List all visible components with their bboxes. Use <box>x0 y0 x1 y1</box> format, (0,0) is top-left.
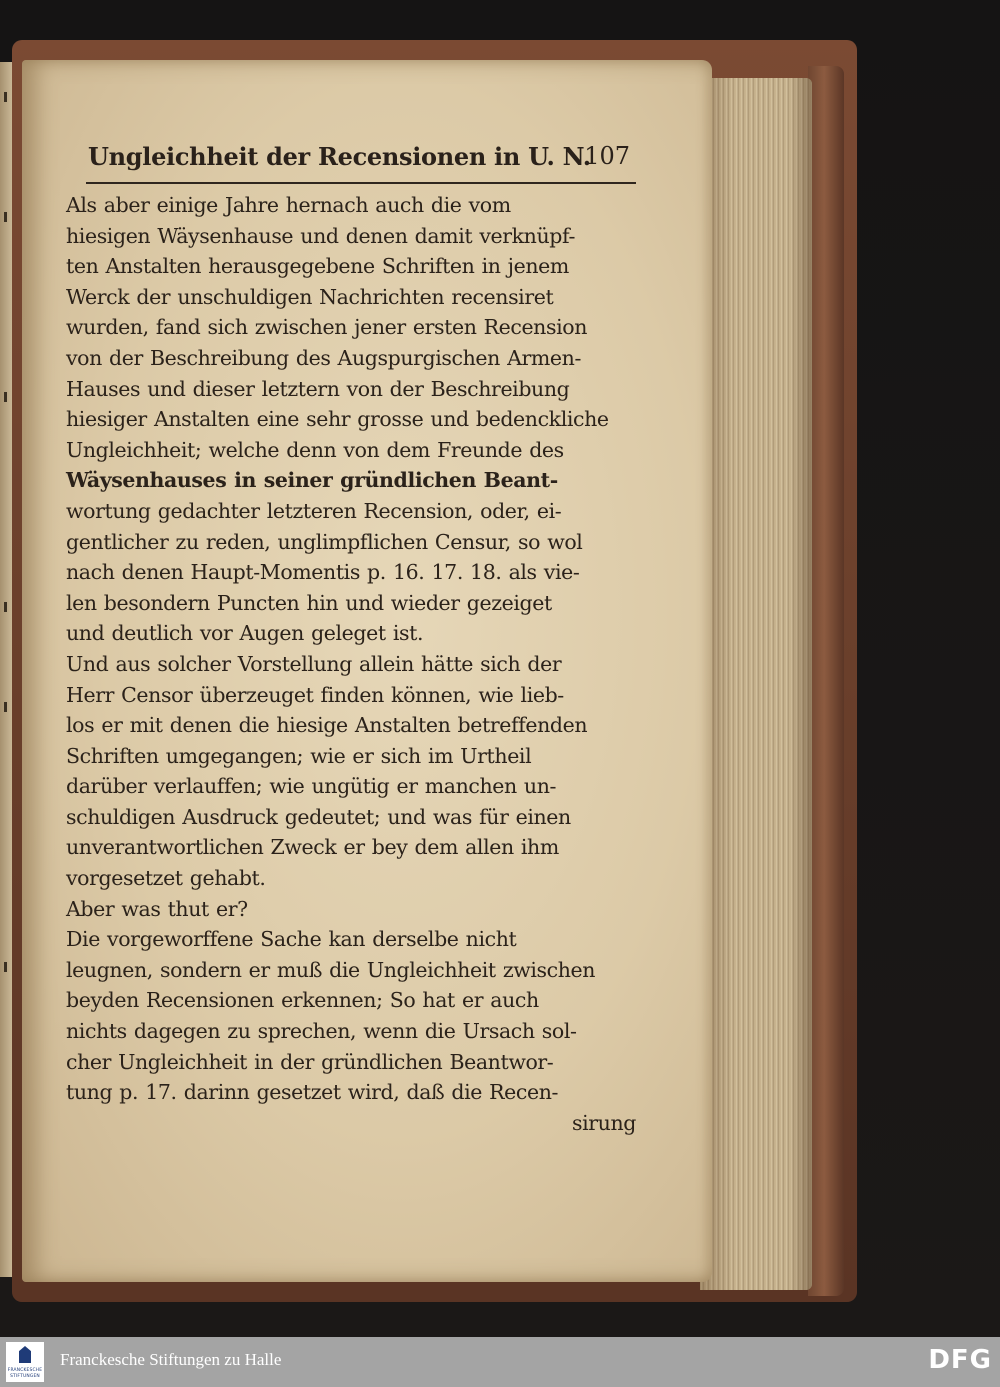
catchword: sirung <box>571 1110 636 1135</box>
cover-edge <box>808 66 844 1296</box>
text-line: nichts dagegen zu sprechen, wenn die Ursach sol- <box>66 1019 577 1044</box>
text-line: ten Anstalten herausgegebene Schriften in jenem <box>66 254 569 279</box>
text-line: hiesiger Anstalten eine sehr grosse und bedenckliche <box>66 407 609 432</box>
text-line: Wäysenhauses in seiner gründlichen Beant- <box>66 468 558 493</box>
text-line: tung p. 17. darinn gesetzet wird, daß die Recen- <box>66 1080 559 1105</box>
text-line: nach denen Haupt-Momentis p. 16. 17. 18. als vie- <box>66 560 580 585</box>
text-line: Und aus solcher Vorstellung allein hätte sich der <box>66 651 562 676</box>
text-line: len besondern Puncten hin und wieder gezeiget <box>66 590 552 615</box>
text-line: Herr Censor überzeuget finden können, wie lieb- <box>66 682 564 707</box>
emblem-icon <box>19 1346 31 1363</box>
text-line: unverantwortlichen Zweck er bey dem allen ihm <box>66 835 559 860</box>
text-line: Als aber einige Jahre hernach auch die vom <box>66 193 511 217</box>
text-line: gentlicher zu reden, unglimpflichen Censur, so wol <box>66 529 583 554</box>
text-line: hiesigen Wäysenhause und denen damit verknüpf- <box>66 223 575 248</box>
text-line: Schriften umgegangen; wie er sich im Urtheil <box>66 743 532 768</box>
text-line: wurden, fand sich zwischen jener ersten Recension <box>66 315 588 340</box>
text-line: Aber was thut er? <box>66 896 248 921</box>
text-line: Werck der unschuldigen Nachrichten recensiret <box>66 284 554 309</box>
page-number: 107 <box>584 142 630 170</box>
footer-bar <box>0 1337 1000 1387</box>
header-rule <box>86 182 636 184</box>
running-head: Ungleichheit der Recensionen in U. N. <box>88 142 591 171</box>
text-line: von der Beschreibung des Augspurgischen Armen- <box>66 345 581 370</box>
dfg-logo: DFG <box>928 1345 992 1375</box>
text-line: los er mit denen die hiesige Anstalten betreffenden <box>66 713 588 738</box>
text-line: leugnen, sondern er muß die Ungleichheit zwischen <box>66 957 596 982</box>
text-line: Ungleichheit; welche denn von dem Freunde des <box>66 437 564 462</box>
page-header <box>88 140 636 184</box>
institution-logo <box>6 1342 44 1382</box>
text-line: darüber verlauffen; wie ungütig er manchen un- <box>66 774 557 799</box>
page-edges-shading <box>700 78 812 1290</box>
text-line: wortung gedachter letzteren Recension, oder, ei- <box>66 498 562 523</box>
logo-caption-1: FRANCKESCHE <box>7 1368 43 1373</box>
text-line: Hauses und dieser letztern von der Beschreibung <box>66 376 570 401</box>
institution-name: Franckesche Stiftungen zu Halle <box>60 1350 282 1369</box>
page-text <box>66 190 644 1138</box>
text-line: schuldigen Ausdruck gedeutet; und was für einen <box>66 804 571 829</box>
text-line: cher Ungleichheit in der gründlichen Beantwor- <box>66 1049 554 1074</box>
text-line: beyden Recensionen erkennen; So hat er auch <box>66 988 539 1013</box>
text-line: und deutlich vor Augen geleget ist. <box>66 621 424 646</box>
logo-caption-2: STIFTUNGEN <box>10 1374 40 1379</box>
text-line: Die vorgeworffene Sache kan derselbe nicht <box>66 927 517 952</box>
text-line: vorgesetzet gehabt. <box>66 866 266 891</box>
